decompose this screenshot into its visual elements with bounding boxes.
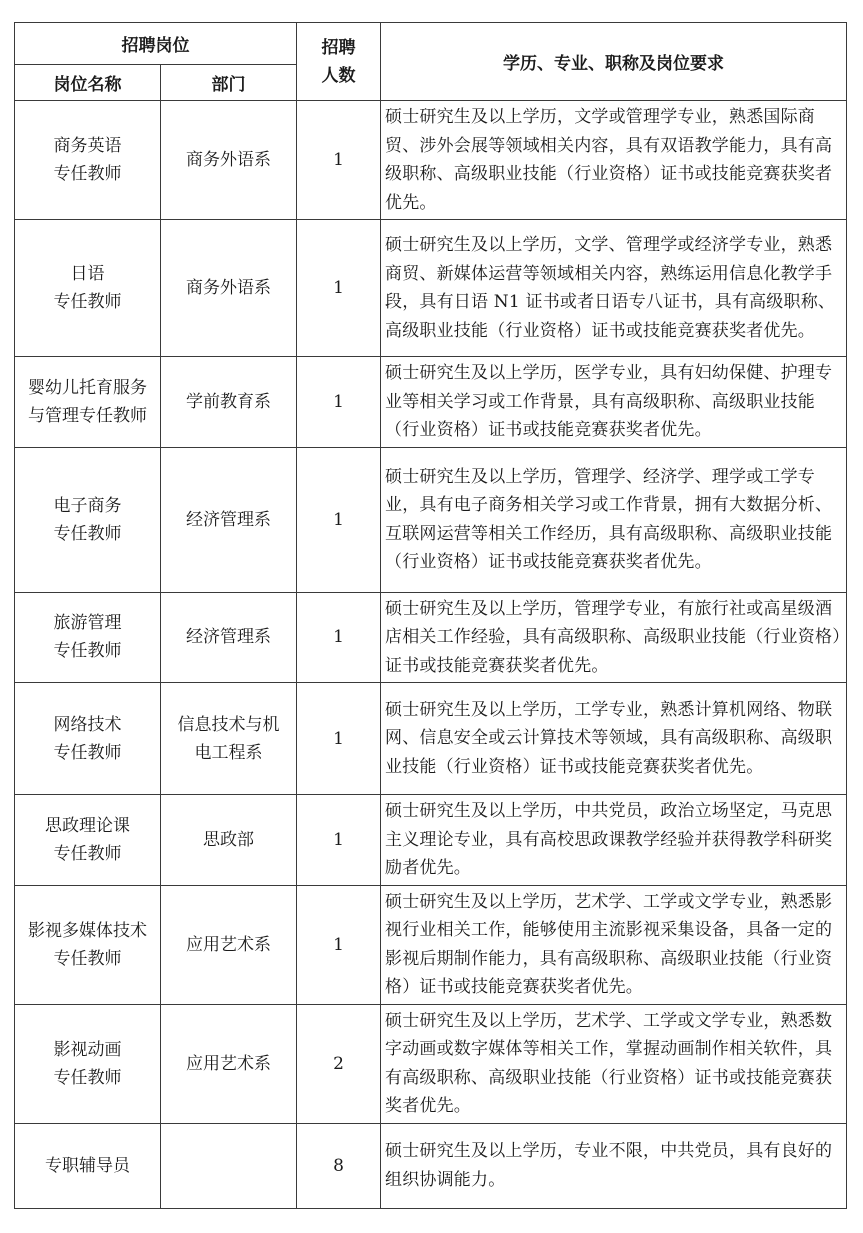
position-name-line: 专任教师	[53, 742, 122, 763]
header-department: 部门	[161, 65, 297, 101]
position-name-line: 专任教师	[53, 641, 122, 662]
headcount-cell: 1	[297, 447, 381, 592]
position-name-cell	[15, 447, 161, 592]
requirements-cell: 硕士研究生及以上学历，工学专业，熟悉计算机网络、物联网、信息安全或云计算技术等领域，具有高级职称、高级职业技能（行业资格）证书或技能竞赛获奖者优先。	[381, 683, 847, 795]
position-name-cell	[15, 683, 161, 795]
table-row	[15, 447, 847, 592]
position-name-line: 与管理专任教师	[28, 405, 147, 426]
header-count-line1: 招聘	[321, 37, 356, 58]
requirements-cell: 硕士研究生及以上学历，中共党员，政治立场坚定，马克思主义理论专业，具有高校思政课教学经验并获得教学科研奖励者优先。	[381, 795, 847, 886]
header-requirements: 学历、专业、职称及岗位要求	[381, 23, 847, 101]
department-cell	[161, 220, 297, 357]
requirements-cell: 硕士研究生及以上学历，专业不限，中共党员，具有良好的组织协调能力。	[381, 1123, 847, 1208]
table-row	[15, 1004, 847, 1123]
position-name-line: 专任教师	[53, 1067, 122, 1088]
department-line: 经济管理系	[186, 509, 271, 530]
headcount-cell: 1	[297, 220, 381, 357]
position-name-cell	[15, 885, 161, 1004]
requirements-cell: 硕士研究生及以上学历，艺术学、工学或文学专业，熟悉数字动画或数字媒体等相关工作，掌握动画制作相关软件，具有高级职称、高级职业技能（行业资格）证书或技能竞赛获奖者优先。	[381, 1004, 847, 1123]
table-row	[15, 1123, 847, 1208]
department-line: 商务外语系	[186, 150, 271, 170]
position-name-line: 思政理论课	[45, 815, 130, 836]
headcount-cell: 2	[297, 1004, 381, 1123]
header-position-name: 岗位名称	[15, 65, 161, 101]
position-name-cell	[15, 220, 161, 357]
requirements-cell: 硕士研究生及以上学历，医学专业，具有妇幼保健、护理专业等相关学习或工作背景，具有高级职称、高级职业技能（行业资格）证书或技能竞赛获奖者优先。	[381, 357, 847, 448]
table-row	[15, 592, 847, 683]
table-row	[15, 885, 847, 1004]
position-name-line: 婴幼儿托育服务	[28, 377, 147, 398]
position-name-line: 专任教师	[53, 523, 122, 544]
position-name-line: 商务英语	[53, 136, 122, 156]
department-line: 思政部	[203, 829, 254, 850]
headcount-cell: 1	[297, 101, 381, 220]
department-line: 电工程系	[194, 742, 263, 763]
department-cell	[161, 357, 297, 448]
department-line: 应用艺术系	[186, 1053, 271, 1074]
recruitment-table	[14, 22, 847, 1209]
department-line: 信息技术与机	[177, 714, 280, 735]
position-name-cell	[15, 592, 161, 683]
department-cell	[161, 683, 297, 795]
position-name-line: 专任教师	[53, 292, 122, 312]
headcount-cell: 1	[297, 357, 381, 448]
position-name-line: 网络技术	[53, 714, 122, 735]
header-count-line2: 人数	[321, 65, 356, 86]
requirements-cell: 硕士研究生及以上学历，文学或管理学专业，熟悉国际商贸、涉外会展等领域相关内容，具有双语教学能力，具有高级职称、高级职业技能（行业资格）证书或技能竞赛获奖者优先。	[381, 101, 847, 220]
department-line: 应用艺术系	[186, 934, 271, 955]
department-line: 商务外语系	[186, 278, 271, 298]
position-name-line: 专职辅导员	[45, 1155, 130, 1176]
position-name-cell	[15, 1004, 161, 1123]
department-cell	[161, 447, 297, 592]
table-row	[15, 795, 847, 886]
position-name-cell	[15, 795, 161, 886]
headcount-cell: 1	[297, 795, 381, 886]
headcount-cell: 1	[297, 683, 381, 795]
position-name-cell	[15, 357, 161, 448]
headcount-cell: 1	[297, 885, 381, 1004]
position-name-line: 影视动画	[53, 1039, 122, 1060]
department-line: 经济管理系	[186, 627, 271, 648]
department-cell	[161, 1004, 297, 1123]
department-cell	[161, 885, 297, 1004]
header-count	[297, 23, 381, 101]
position-name-line: 旅游管理	[53, 613, 122, 634]
table-row	[15, 220, 847, 357]
position-name-cell	[15, 101, 161, 220]
department-cell	[161, 592, 297, 683]
requirements-cell: 硕士研究生及以上学历，艺术学、工学或文学专业，熟悉影视行业相关工作，能够使用主流影视采集设备，具备一定的影视后期制作能力，具有高级职称、高级职业技能（行业资格）证书或技能竞赛获奖者优先。	[381, 885, 847, 1004]
requirements-cell: 硕士研究生及以上学历，文学、管理学或经济学专业，熟悉商贸、新媒体运营等领域相关内容，熟练运用信息化教学手段，具有日语 N1 证书或者日语专八证书，具有高级职称、高级职业技能（行业资格）证书或技能竞赛获奖者优先。	[381, 220, 847, 357]
header-position-group: 招聘岗位	[15, 23, 297, 65]
department-line: 学前教育系	[186, 391, 271, 412]
position-name-line: 专任教师	[53, 164, 122, 184]
requirements-cell: 硕士研究生及以上学历，管理学专业，有旅行社或高星级酒店相关工作经验，具有高级职称、高级职业技能（行业资格）证书或技能竞赛获奖者优先。	[381, 592, 847, 683]
table-row	[15, 683, 847, 795]
department-cell	[161, 795, 297, 886]
table-body	[15, 101, 847, 1209]
table-row	[15, 101, 847, 220]
position-name-line: 专任教师	[53, 948, 122, 969]
position-name-line: 专任教师	[53, 843, 122, 864]
headcount-cell: 8	[297, 1123, 381, 1208]
requirements-cell: 硕士研究生及以上学历，管理学、经济学、理学或工学专业，具有电子商务相关学习或工作背景，拥有大数据分析、互联网运营等相关工作经历，具有高级职称、高级职业技能（行业资格）证书或技能竞赛获奖者优先。	[381, 447, 847, 592]
position-name-line: 电子商务	[53, 495, 122, 516]
position-name-line: 影视多媒体技术	[28, 920, 147, 941]
department-cell	[161, 101, 297, 220]
department-cell	[161, 1123, 297, 1208]
position-name-cell	[15, 1123, 161, 1208]
headcount-cell: 1	[297, 592, 381, 683]
table-row	[15, 357, 847, 448]
position-name-line: 日语	[70, 264, 105, 284]
